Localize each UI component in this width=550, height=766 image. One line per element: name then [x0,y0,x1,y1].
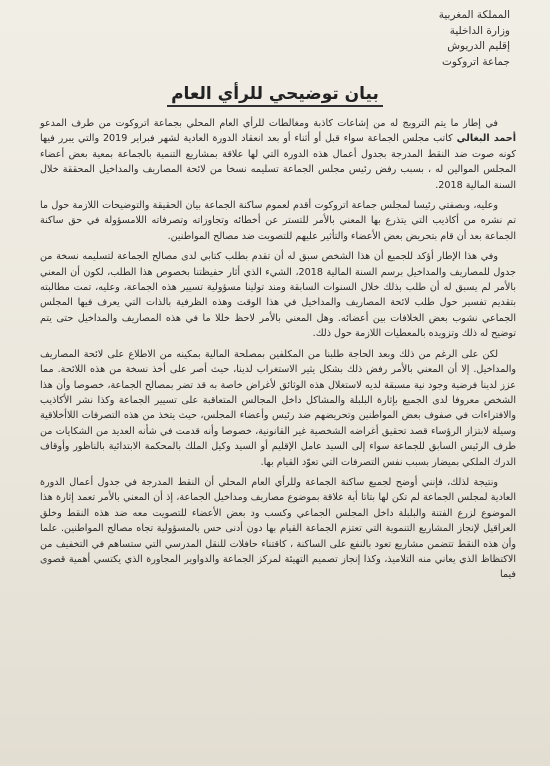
letterhead-kingdom: المملكة المغربية [438,9,510,21]
paragraph-1-name: أحمد البغالي [456,133,516,145]
document-body [40,116,516,588]
paragraph-3: وفي هذا الإطار أؤكد للجميع أن هذا الشخص سبق له أن تقدم بطلب كتابي لدى مصالح الجماعة لتسليمه نسخة من جدول للمصاريف والمداخيل برسم السنة المالية 2018، الشيء الذي أثار حفيظتنا بخصوص هذا الطلب، لكون أن المعني بالأمر لم يسبق له أن طلب بذلك خلال السنوات السابقة ومند تولينا مسؤولية تسيير هذه الجماعة، وعليه، تمت مطالبته بتقديم تفسير حول طلب لائحة المصاريف والمداخيل في هذا الوقت وهذه الظرفية بالذات التي يعرف فيها المجلس الجماعي نشوب بعض الخلافات بين أعضائه. وهل المعني بالأمر لاحظ خللا ما في هذه المصاريف والمداخيل حتى يتم توضيح له ذلك وتزويده بالمعطيات اللازمة حول ذلك. [40,251,516,340]
letterhead-ministry: وزارة الداخلية [449,24,510,37]
letterhead [439,8,510,70]
title-text: بيان توضيحي للرأي العام [167,84,383,107]
letterhead-province: إقليم الدريوش [447,40,510,52]
letterhead-commune: جماعة اتروكوت [441,55,510,68]
paragraph-1 [40,116,516,193]
paragraph-1-text-a: في إطار ما يتم الترويج له من إشاعات كاذبة ومغالطات للرأي العام المحلي بجماعة اتروكوت من طرف المدعو [40,118,498,129]
document-title [0,84,550,104]
paragraph-5: ونتيجة لذلك، فإنني أوضح لجميع ساكنة الجماعة وللرأي العام المحلي أن النقط المدرجة في جدول أعمال الدورة العادية لمجلس الجماعة لم تكن لها بتاتا أية علاقة بموضوع مصاريف ومداخيل الجماعة، إذ أن المعني بالأمر تعمد إثارة هذا الموضوع لزرع الفتنة والبلبلة داخل المجلس الجماعي وكسب ود بعض الأعضاء للتصويت معه ضد هذه النقط وخلق العراقيل لإنجاز المشاريع التنموية التي تعتزم الجماعة القيام بها دون أدنى حس بالمسؤولية تجاه مصالح المواطنين. علما وأن هذه النقط تتضمن مشاريع تعود بالنفع على الساكنة ، كاقتناء حافلات للنقل المدرسي التي ستساهم في التخفيف من الاكتظاظ الذي يعاني منه التلاميذ، وكذا إنجاز تصميم التهيئة لمركز الجماعة والدواوير المجاورة الذي يكتسي أهمية قصوى فيما [40,476,516,581]
paragraph-1-text-b: كاتب مجلس الجماعة سواء قبل أو أثناء أو بعد انعقاد الدورة العادية لشهر فبراير 2019 والتي يبرر فيها كونه صوت ضد النقط المدرجة بجدول أعمال هذه الدورة التي لها علاقة بمشاريع التنمية بالجماعة بمعية بعض أعضاء المجلس الموالين له ، بسبب رفض رئيس مجلس الجماعة تسليمه نسخا من لائحة المصاريف والمداخيل المحققة خلال السنة المالية 2018. [40,133,516,191]
paragraph-4: لكن على الرغم من ذلك وبعد الحاجة طلبنا من المكلفين بمصلحة المالية بمكينه من الاطلاع على لائحة المصاريف والمداخيل. إلا أن المعني بالأمر رفض ذلك بشكل يثير الاستغراب لدينا، حيث أصر على أخذ نسخة من هذه اللائحة. مما عزز لدينا فرضية وجود نية مسبقة لديه لاستغلال هذه الوثائق لأغراض خاصة به قد تضر بمصالح الجماعة، خصوصا وأن هذا الشخص معروفا لدى الجميع بإثارة البلبلة والمشاكل داخل المجالس المتعاقبة على تسيير الجماعة وكذا نشر الأكاذيب والافتراءات في صفوف بعض المواطنين وتحريضهم ضد رئيس وأعضاء المجلس، حيث يتخذ من هذه التصرفات اللاأخلاقية وسيلة لابتزاز الرؤساء قصد تحقيق أغراضه الشخصية غير القانونية، خصوصا وأنه قدمت في شأنه العديد من الشكايات من طرف الرئيس السابق للجماعة سواء إلى السيد عامل الإقليم أو السيد وكيل الملك بالمحكمة الابتدائية بالناظور وأوقاف الدرك الملكي بميضار بسبب نفس التصرفات التي تعوّد القيام بها. [40,348,516,468]
paragraph-2: وعليه، وبصفتي رئيسا لمجلس جماعة اتروكوت أقدم لعموم ساكنة الجماعة بيان الحقيقة والتوضيحات اللازمة حول ما تم نشره من أكاذيب التي يتذرع بها المعني بالأمر للتستر عن أخطائه وتجاوزاته وتصرفاته اللامسؤولة في حق ساكنة الجماعة بعد أن قام بتحريض بعض الأعضاء والتأثير عليهم للتصويت ضد مصالح المواطنين. [40,200,516,242]
